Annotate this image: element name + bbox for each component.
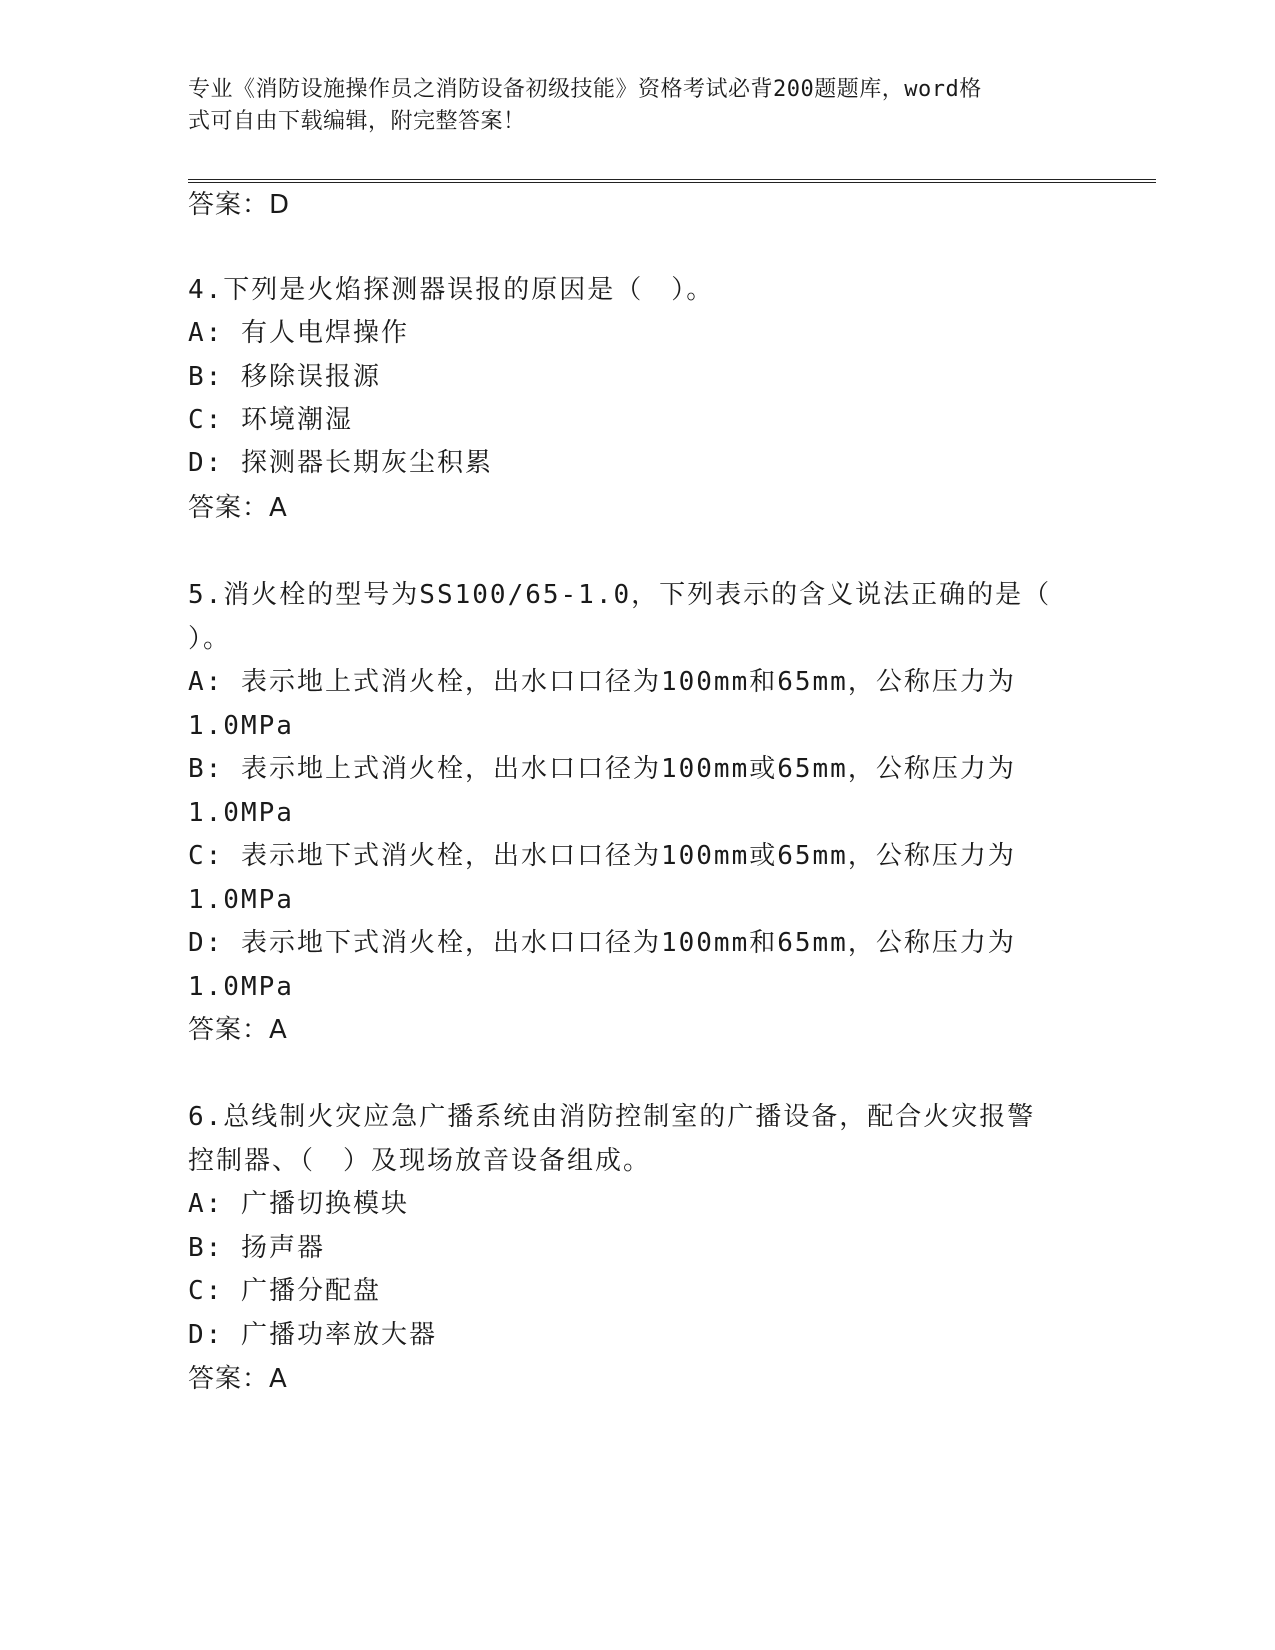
question-4-option-d: D: 探测器长期灰尘积累 xyxy=(188,448,493,478)
question-5-stem-line-1: 5.消火栓的型号为SS100/65-1.0，下列表示的含义说法正确的是（ xyxy=(188,580,1052,610)
header-line-1: 专业《消防设施操作员之消防设备初级技能》资格考试必背200题题库，word格 xyxy=(188,77,982,102)
question-4-answer: 答案：A xyxy=(188,493,288,523)
previous-answer: 答案：D xyxy=(188,190,291,220)
question-5-stem-line-2: ）。 xyxy=(188,624,232,654)
question-5-option-c: C: 表示地下式消火栓，出水口口径为100mm或65mm，公称压力为 xyxy=(188,841,1016,871)
question-5-option-a-cont: 1.0MPa xyxy=(188,711,294,741)
question-5-option-b-cont: 1.0MPa xyxy=(188,798,294,828)
question-6-option-b: B: 扬声器 xyxy=(188,1233,325,1263)
question-6-option-c: C: 广播分配盘 xyxy=(188,1276,381,1306)
header-line-2: 式可自由下载编辑，附完整答案！ xyxy=(188,109,526,134)
header-divider xyxy=(188,179,1156,183)
question-4-stem: 4.下列是火焰探测器误报的原因是（ ）。 xyxy=(188,275,715,305)
question-6-stem-line-2: 控制器、（ ）及现场放音设备组成。 xyxy=(188,1146,652,1176)
question-6-answer: 答案：A xyxy=(188,1364,288,1394)
question-4-option-b: B: 移除误报源 xyxy=(188,362,381,392)
question-6-option-d: D: 广播功率放大器 xyxy=(188,1320,437,1350)
question-5-option-d: D: 表示地下式消火栓，出水口口径为100mm和65mm，公称压力为 xyxy=(188,928,1016,958)
question-5-answer: 答案：A xyxy=(188,1015,288,1045)
question-6-stem-line-1: 6.总线制火灾应急广播系统由消防控制室的广播设备，配合火灾报警 xyxy=(188,1102,1036,1132)
document-header xyxy=(188,74,1088,138)
question-5-option-b: B: 表示地上式消火栓，出水口口径为100mm或65mm，公称压力为 xyxy=(188,754,1016,784)
question-6-option-a: A: 广播切换模块 xyxy=(188,1189,409,1219)
question-4-option-a: A: 有人电焊操作 xyxy=(188,318,409,348)
question-5-option-c-cont: 1.0MPa xyxy=(188,885,294,915)
question-5-option-d-cont: 1.0MPa xyxy=(188,972,294,1002)
question-4-option-c: C: 环境潮湿 xyxy=(188,405,353,435)
question-5-option-a: A: 表示地上式消火栓，出水口口径为100mm和65mm，公称压力为 xyxy=(188,667,1016,697)
